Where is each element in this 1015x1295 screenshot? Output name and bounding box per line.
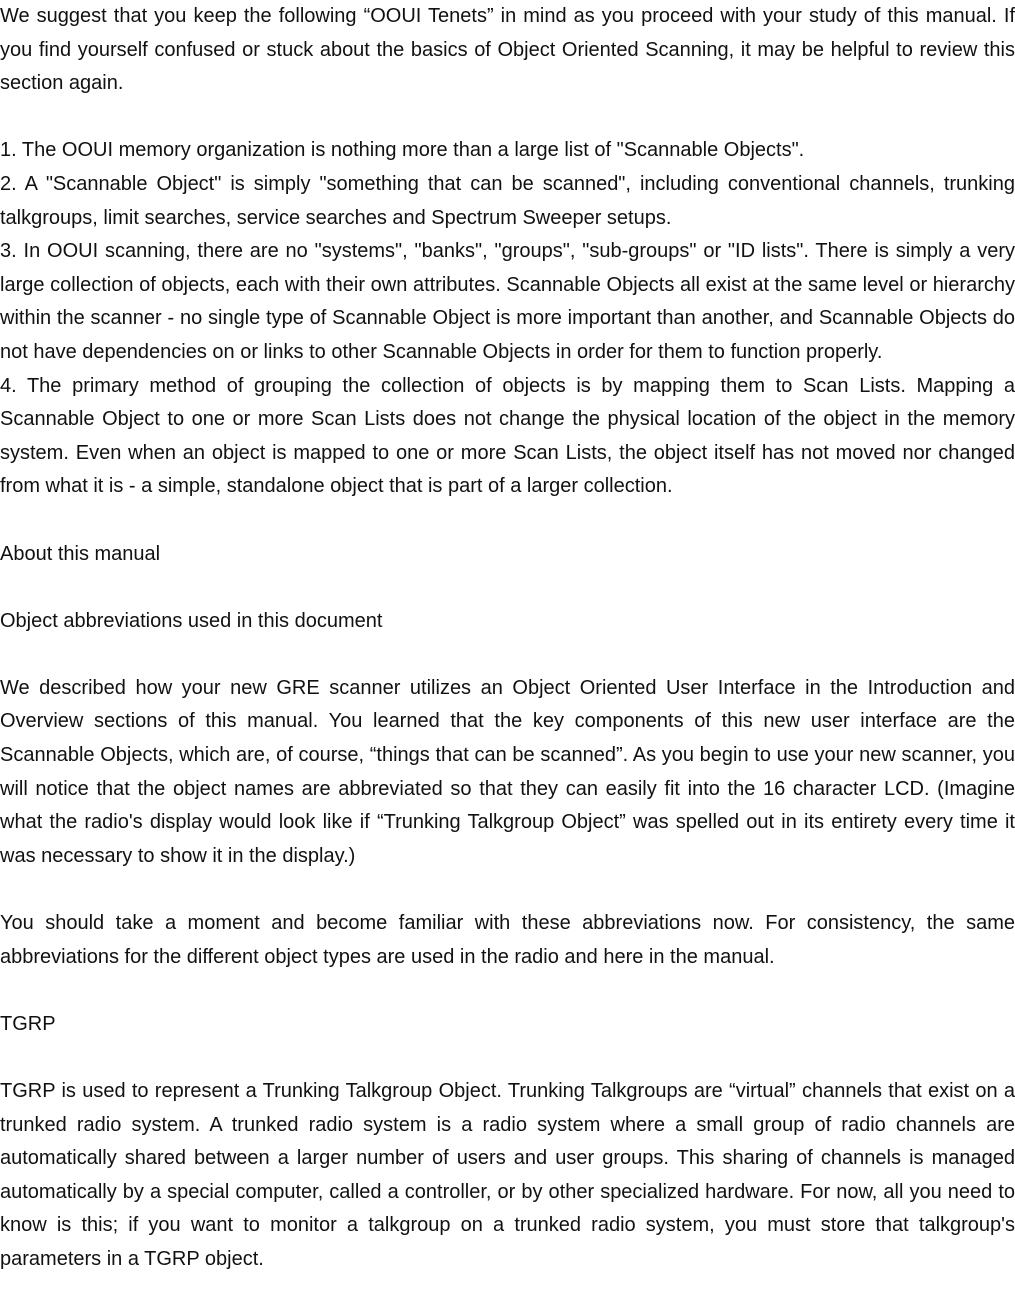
spacer (0, 1041, 1015, 1075)
spacer (0, 974, 1015, 1008)
spacer (0, 571, 1015, 605)
spacer (0, 873, 1015, 907)
abbreviations-paragraph-2: You should take a moment and become familiar with these abbreviations now. For consistency, the same abbreviations for the different object types are used in the radio and here in the manual. (0, 912, 1015, 968)
tenet-1: 1. The OOUI memory organization is nothing more than a large list of "Scannable Objects". (0, 139, 805, 162)
tgrp-heading: TGRP (0, 1012, 56, 1035)
tgrp-paragraph: TGRP is used to represent a Trunking Talkgroup Object. Trunking Talkgroups are “virtual” channels that exist on a trunked radio system. A trunked radio system is a radio system where a small group of radio channels are automatically shared between a larger number of users and user groups. This sharing of channels is managed automatically by a special computer, called a controller, or by other specialized hardware. For now, all you need to know is this; if you want to monitor a talkgroup on a trunked radio system, you must store that talkgroup's parameters in a TGRP object. (0, 1080, 1015, 1270)
spacer (0, 638, 1015, 672)
spacer (0, 504, 1015, 538)
intro-paragraph: We suggest that you keep the following “OOUI Tenets” in mind as you proceed with your study of this manual. If you find yourself confused or stuck about the basics of Object Oriented Scanning, it may be helpful to review this section again. (0, 5, 1015, 95)
tenet-4: 4. The primary method of grouping the collection of objects is by mapping them to Scan Lists. Mapping a Scannable Object to one or more Scan Lists does not change the physical location of the object in the memory system. Even when an object is mapped to one or more Scan Lists, the object itself has not moved nor changed from what it is - a simple, standalone object that is part of a larger collection. (0, 374, 1015, 498)
spacer (0, 101, 1015, 135)
about-heading: About this manual (0, 542, 161, 565)
abbreviations-paragraph-1: We described how your new GRE scanner utilizes an Object Oriented User Interface in the Introduction and Overview sections of this manual. You learned that the key components of this new user interface are the Scannable Objects, which are, of course, “things that can be scanned”. As you begin to use your new scanner, you will notice that the object names are abbreviated so that they can easily fit into the 16 character LCD. (Imagine what the radio's display would look like if “Trunking Talkgroup Object” was spelled out in its entirety every time it was necessary to show it in the display.) (0, 676, 1015, 867)
tenet-3: 3. In OOUI scanning, there are no "systems", "banks", "groups", "sub-groups" or "ID lists". There is simply a very large collection of objects, each with their own attributes. Scannable Objects all exist at the same level or hierarchy within the scanner - no single type of Scannable Object is more important than another, and Scannable Objects do not have dependencies on or links to other Scannable Objects in order for them to function properly. (0, 240, 1015, 363)
tenet-2: 2. A "Scannable Object" is simply "something that can be scanned", including conventional channels, trunking talkgroups, limit searches, service searches and Spectrum Sweeper setups. (0, 172, 1015, 229)
abbreviations-heading: Object abbreviations used in this document (0, 609, 383, 632)
